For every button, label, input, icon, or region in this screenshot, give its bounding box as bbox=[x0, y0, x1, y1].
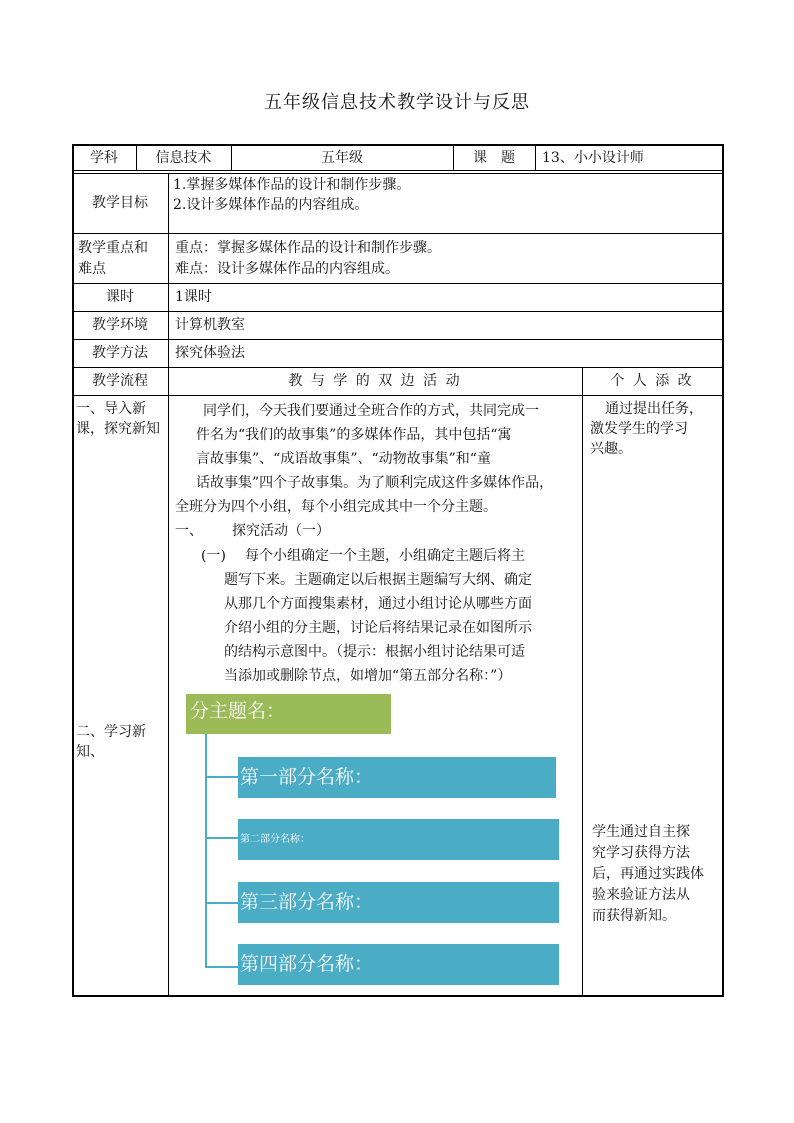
diagram-root-node: 分主题名： bbox=[186, 694, 391, 734]
method-label: 教学方法 bbox=[92, 345, 148, 361]
note-line: 激发学生的学习 bbox=[590, 421, 688, 437]
diagram-connector bbox=[205, 776, 239, 778]
diagram-connector bbox=[205, 734, 207, 968]
keypoints-label: 教学重点和 bbox=[78, 240, 148, 256]
page-title: 五年级信息技术教学设计与反思 bbox=[264, 92, 530, 113]
process-step-2: 二、学习新 bbox=[76, 724, 146, 740]
item-line: 从那几个方面搜集素材，通过小组讨论从哪些方面 bbox=[224, 596, 532, 612]
process-step-2: 知、 bbox=[76, 744, 104, 760]
method-value: 探究体验法 bbox=[175, 345, 245, 361]
note-line: 而获得新知。 bbox=[592, 908, 676, 924]
table-border-left bbox=[72, 144, 74, 996]
intro-line: 言故事集”、“成语故事集”、“动物故事集”和“童 bbox=[196, 451, 491, 467]
item-line: 当添加或删除节点，如增加“第五部分名称：”） bbox=[224, 668, 512, 684]
note-line: 学生通过自主探 bbox=[592, 824, 690, 840]
diagram-part-node: 第二部分名称： bbox=[238, 819, 559, 860]
topic-label: 课 题 bbox=[473, 150, 515, 166]
item-number: (一) bbox=[201, 548, 226, 564]
intro-line: 同学们，今天我们要通过全班合作的方式，共同完成一 bbox=[203, 403, 539, 419]
diagram-connector bbox=[205, 902, 239, 904]
column-divider bbox=[168, 173, 169, 996]
goal-item: 2.设计多媒体作品的内容组成。 bbox=[173, 197, 369, 213]
item-line: 题写下来。主题确定以后根据主题编写大纲、确定 bbox=[224, 572, 532, 588]
topic-value: 13、小小设计师 bbox=[542, 150, 644, 166]
diagram-part-node: 第一部分名称： bbox=[238, 757, 556, 798]
table-border-top bbox=[72, 144, 724, 146]
note-line: 兴趣。 bbox=[590, 441, 632, 457]
grade-value: 五年级 bbox=[321, 150, 363, 166]
diagram-part-node: 第三部分名称： bbox=[238, 882, 559, 923]
flow-process-header: 教学流程 bbox=[92, 373, 148, 389]
keypoint-item: 重点：掌握多媒体作品的设计和制作步骤。 bbox=[175, 240, 441, 256]
process-step-1: 一、导入新 bbox=[76, 401, 146, 417]
env-label: 教学环境 bbox=[92, 317, 148, 333]
hours-label: 课时 bbox=[106, 289, 134, 305]
intro-line: 全班分为四个小组，每个小组完成其中一个分主题。 bbox=[175, 499, 497, 515]
intro-line: 件名为“我们的故事集”的多媒体作品，其中包括“寓 bbox=[196, 427, 512, 443]
table-border-right bbox=[722, 144, 724, 996]
row-divider bbox=[72, 170, 724, 171]
item-line: 介绍小组的分主题，讨论后将结果记录在如图所示 bbox=[224, 620, 532, 636]
note-line: 究学习获得方法 bbox=[592, 845, 690, 861]
item-line: 每个小组确定一个主题，小组确定主题后将主 bbox=[245, 548, 525, 564]
subject-value: 信息技术 bbox=[155, 150, 212, 166]
note-line: 通过提出任务， bbox=[605, 401, 703, 417]
env-value: 计算机教室 bbox=[175, 317, 245, 333]
row-divider bbox=[72, 233, 724, 234]
note-line: 后，再通过实践体 bbox=[592, 866, 704, 882]
process-step-1: 课，探究新知 bbox=[76, 421, 160, 437]
table-border-bottom bbox=[72, 995, 724, 997]
item-line: 的结构示意图中。（提示：根据小组讨论结果可适 bbox=[224, 644, 525, 660]
hours-value: 1课时 bbox=[175, 289, 212, 305]
row-divider bbox=[72, 311, 724, 312]
diagram-part-node: 第四部分名称： bbox=[238, 944, 559, 985]
diagram-connector bbox=[205, 837, 239, 839]
flow-personal-header: 个 人 添 改 bbox=[610, 373, 694, 389]
note-line: 验来验证方法从 bbox=[592, 887, 690, 903]
keypoints-label: 难点 bbox=[78, 261, 106, 277]
section-number: 一、 bbox=[175, 523, 203, 539]
keypoint-item: 难点：设计多媒体作品的内容组成。 bbox=[175, 261, 399, 277]
diagram-connector bbox=[205, 966, 239, 968]
row-divider bbox=[72, 367, 724, 368]
flow-activities-header: 教 与 学 的 双 边 活 动 bbox=[288, 373, 462, 389]
subject-label: 学科 bbox=[90, 150, 118, 166]
row-divider bbox=[72, 395, 724, 396]
column-divider bbox=[582, 367, 583, 996]
row-divider bbox=[72, 283, 724, 284]
column-divider bbox=[535, 144, 536, 170]
goal-item: 1.掌握多媒体作品的设计和制作步骤。 bbox=[173, 177, 411, 193]
row-divider bbox=[72, 339, 724, 340]
intro-line: 话故事集”四个子故事集。为了顺利完成这件多媒体作品， bbox=[196, 475, 554, 491]
section-title: 探究活动（一） bbox=[232, 523, 330, 539]
goals-label: 教学目标 bbox=[92, 195, 148, 211]
